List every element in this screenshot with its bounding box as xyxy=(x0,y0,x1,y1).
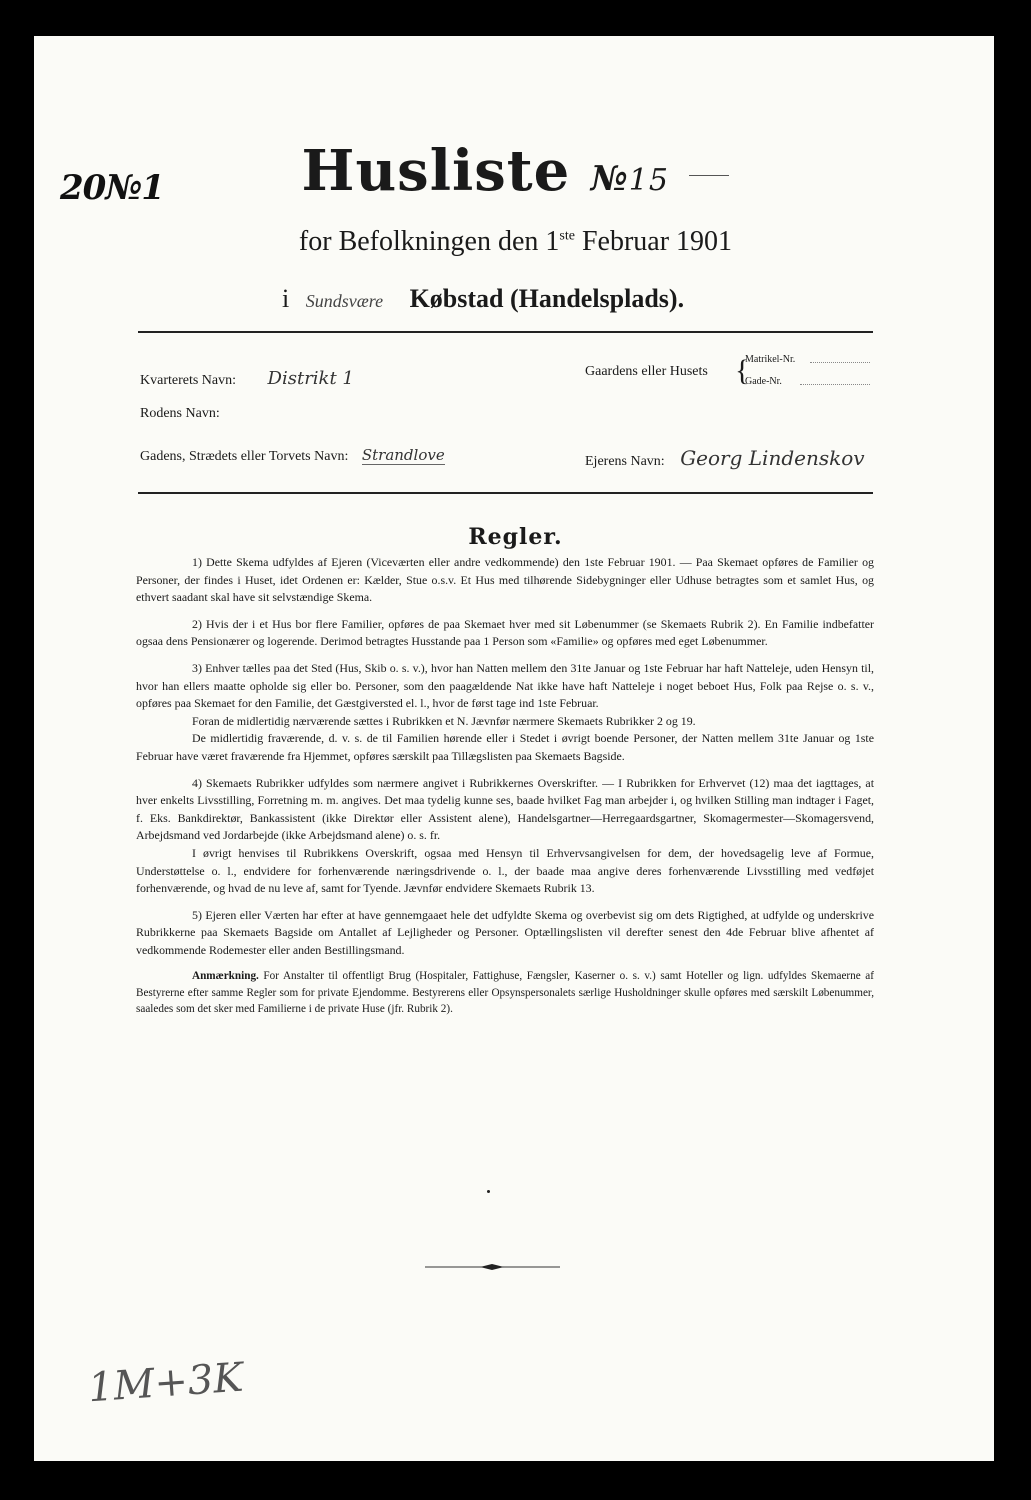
place-type: Købstad xyxy=(409,284,504,313)
note-label: Anmærkning. xyxy=(192,970,259,983)
subtitle-sup: ste xyxy=(559,228,575,244)
gade-value: Strandlove xyxy=(361,446,445,464)
gade-nr-line xyxy=(800,384,870,385)
place-handwritten: Sundsvære xyxy=(305,291,384,311)
brace: { xyxy=(735,354,750,387)
place-suffix: (Handelsplads). xyxy=(509,284,685,313)
subtitle-after: Februar 1901 xyxy=(574,226,733,257)
top-divider xyxy=(138,331,873,333)
rule-4-oevrigt: I øvrigt henvises til Rubrikkens Overskrift, ogsaa med Hensyn til Erhvervsangivelsen for dem, der hovedsagelig leve af Formue, Understøttelse o. l., endvidere for forhenværende næringsdrivende o. l., der baade maa angive deres forhenværende Livsstilling med vedføjet forhenværende, og hvad de nu leve af, samt for Tyende. Jævnfør endvidere Skemaets Rubrik 13. xyxy=(136,845,874,896)
subtitle-before: for Befolkningen den 1 xyxy=(298,226,560,257)
rule-5: 5) Ejeren eller Værten har efter at have gennemgaaet hele det udfyldte Skema og overbevist sig om dets Rigtighed, at udfylde og underskrive Rubrikkerne paa Skemaets Bagside om Antallet af Lejligheder og Personer. Optællingslisten vil derefter senest den 4de Februar blive afhentet af vedkommende Rodemester eller anden Bestillingsmand. xyxy=(136,907,874,957)
annotation xyxy=(136,968,874,1017)
note-text: For Anstalter til offentligt Brug (Hospitaler, Fattighuse, Fængsler, Kaserner o. s. v.) samt Hoteller og lign. udfyldes Skemaerne af Bestyrerne efter samme Regler som for private Ejendomme. Bestyrerens eller Opsynspersonalets særlige Husholdninger skulle opføres med særskilt Løbenummer, saaledes som det sker med Familierne i de private Huse (jfr. Rubrik 2). xyxy=(136,970,874,1016)
gade-field xyxy=(140,446,445,465)
number-underline xyxy=(689,175,729,176)
margin-note: 20№1 xyxy=(60,168,164,208)
ejer-field xyxy=(585,446,865,470)
bottom-divider xyxy=(138,492,873,494)
place-line xyxy=(282,284,684,314)
rule-2: 2) Hvis der i et Hus bor flere Familier, opføres de paa Skemaet hver med sit Løbenummer (se Skemaets Rubrik 2). En Familie indbefatter ogsaa dens Pensionærer og logerende. Derimod betragtes Husstande paa 1 Person som «Familie» og opføres med eget Løbenummer. xyxy=(136,616,874,649)
rules-title: Regler. xyxy=(468,524,563,550)
subtitle xyxy=(0,226,1031,258)
ornament-divider xyxy=(425,1263,560,1271)
ejer-label: Ejerens Navn: xyxy=(585,454,665,469)
bottom-handwritten-note: 1M+3K xyxy=(86,1354,245,1412)
rule-3: 3) Enhver tælles paa det Sted (Hus, Skib o. s. v.), hvor han Natten mellem den 31te Januar og 1ste Februar har haft Natteleje, uden Hensyn til, hvor han ellers maatte opholde sig eller bo. Personer, som den paagældende Nat ikke have haft Natteleje i noget beboet Hus, Folk paa Rejse o. s. v., opføres paa Skemaet for den Familie, det Gæstgiversted el. l., hvor de først tage ind 1ste Februar. xyxy=(136,660,874,711)
rule-3-fravaerende: De midlertidig fraværende, d. v. s. de til Familien hørende eller i Stedet i øvrigt boende Personer, der Natten mellem 31te Januar og 1ste Februar have været fraværende fra Hjemmet, opføres særskilt paa Tillægslisten paa Skemaets Bagside. xyxy=(136,731,874,763)
gade-nr-label: Gade-Nr. xyxy=(745,376,782,387)
gaard-label: Gaardens eller Husets xyxy=(585,364,708,379)
rules-body xyxy=(136,554,874,1027)
matrikel-label: Matrikel-Nr. xyxy=(745,354,796,365)
kvarter-field xyxy=(140,368,354,389)
number-label: № xyxy=(590,159,629,199)
gaard-field xyxy=(585,354,796,387)
place-prefix: i xyxy=(282,284,290,313)
title-text: Husliste xyxy=(301,138,571,204)
rule-1: 1) Dette Skema udfyldes af Ejeren (Viceværten eller andre vedkommende) den 1ste Februar 1901. — Paa Skemaet opføres de Familier og Personer, der findes i Huset, idet Ordenen er: Kælder, Stue o.s.v. Et Hus med tilhørende Sidebygninger eller Udhuse betragtes som et samlet Hus, og ethvert saadant skal have sit selvstændige Skema. xyxy=(136,555,874,605)
house-number: 15 xyxy=(628,163,669,198)
ejer-value: Georg Lindenskov xyxy=(680,446,865,470)
dot-mark xyxy=(487,1190,490,1193)
rule-3-foran: Foran de midlertidig nærværende sættes i Rubrikken et N. Jævnfør nærmere Skemaets Rubrikker 2 og 19. xyxy=(192,713,696,728)
page-title xyxy=(0,138,1031,204)
matrikel-line xyxy=(810,362,870,363)
kvarter-value: Distrikt 1 xyxy=(267,368,354,389)
gade-label: Gadens, Strædets eller Torvets Navn: xyxy=(140,449,349,464)
kvarter-label: Kvarterets Navn: xyxy=(140,373,237,388)
roden-label: Rodens Navn: xyxy=(140,406,220,421)
rule-4: 4) Skemaets Rubrikker udfyldes som nærmere angivet i Rubrikkernes Overskrifter. — I Rubrikken for Erhvervet (12) maa det iagttages, at hver enkelts Livsstilling, Forretning m. m. angives. Det maa tydelig kunne ses, baade hvilket Fag man arbejder i, og hvilken Stilling man indtager i Faget, f. Eks. Bankdirektør, Bankassistent (ikke Direktør eller Assistent alene), Handelsgartner—Herregaardsgartner, Skomagermester—Skomagersvend, Arbejdsmand ved Jordarbejde (ikke Arbejdsmand alene) o. s. fr. xyxy=(136,775,874,843)
